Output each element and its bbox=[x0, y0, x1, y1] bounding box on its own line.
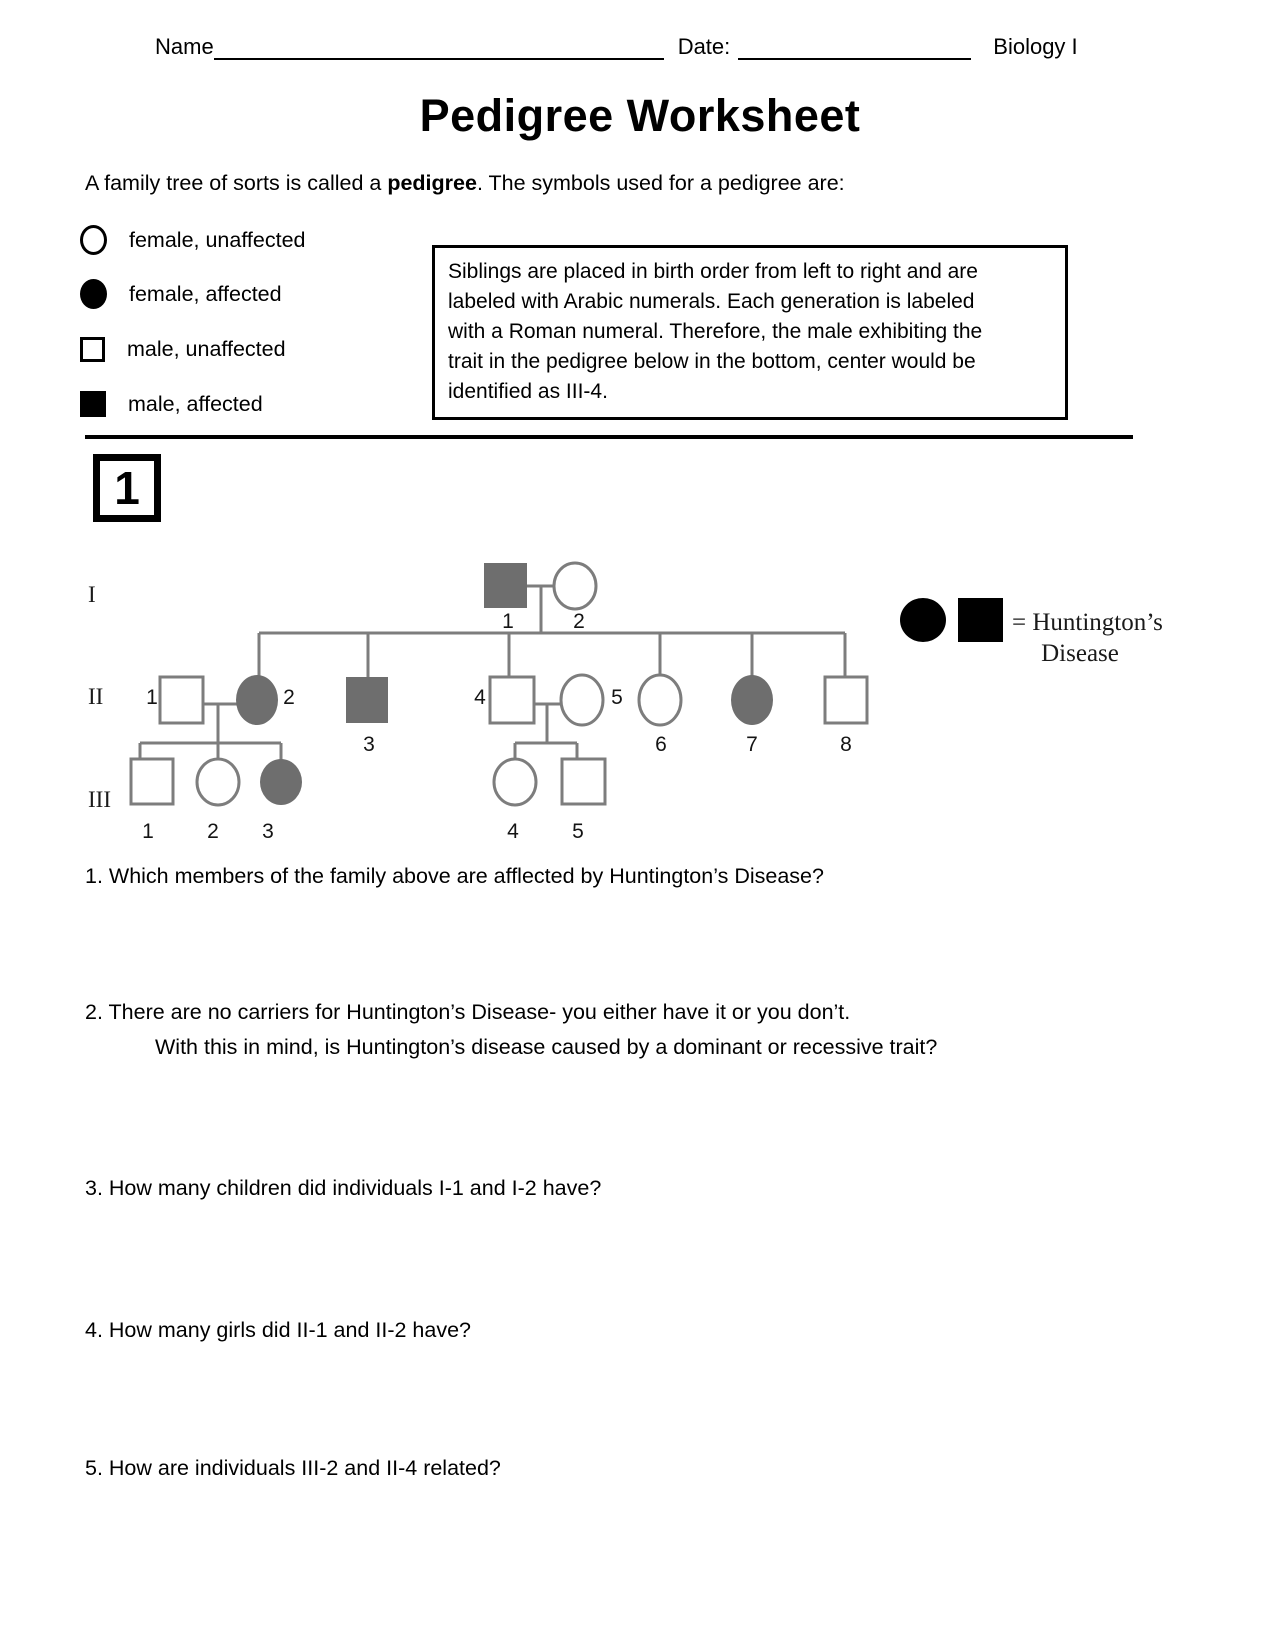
intro-pre: A family tree of sorts is called a bbox=[85, 171, 388, 195]
label-I-2: 2 bbox=[573, 610, 585, 633]
question-2-line2: With this in mind, is Huntington’s disease caused by a dominant or recessive trait? bbox=[155, 1035, 938, 1059]
figure-number-box bbox=[93, 454, 161, 522]
label-II-3: 3 bbox=[363, 733, 375, 756]
label-II-1: 1 bbox=[146, 686, 158, 709]
pedigree-lines bbox=[140, 586, 845, 760]
label-II-2: 2 bbox=[283, 686, 295, 709]
male-affected-icon bbox=[80, 391, 106, 417]
key-item-female-affected bbox=[80, 278, 282, 310]
section-divider bbox=[85, 435, 1133, 439]
pedigree-III-2-symbol bbox=[197, 759, 239, 805]
pedigree-I-1-symbol bbox=[484, 563, 527, 608]
label-III-3: 3 bbox=[262, 820, 274, 843]
info-box-line: trait in the pedigree below in the bottom, center would be bbox=[448, 350, 976, 373]
pedigree-II-4-symbol bbox=[490, 677, 534, 723]
pedigree-II-3-symbol bbox=[346, 677, 388, 723]
intro-post: . The symbols used for a pedigree are: bbox=[476, 171, 845, 195]
pedigree-I-2-symbol bbox=[554, 563, 596, 609]
disease-legend-square-icon bbox=[958, 598, 1003, 642]
figure-number: 1 bbox=[114, 462, 140, 514]
course-label: Biology I bbox=[993, 34, 1078, 59]
info-box-line: Siblings are placed in birth order from left to right and are bbox=[448, 260, 978, 283]
pedigree-II-5-symbol bbox=[561, 675, 603, 725]
label-II-4: 4 bbox=[474, 686, 486, 709]
disease-legend-text-line2: Disease bbox=[1041, 640, 1119, 667]
female-affected-icon bbox=[80, 279, 107, 309]
pedigree-II-2-symbol bbox=[236, 675, 278, 725]
disease-legend-circle-icon bbox=[900, 598, 946, 642]
pedigree-chart bbox=[80, 520, 1180, 850]
label-III-2: 2 bbox=[207, 820, 219, 843]
intro-bold-word: pedigree bbox=[387, 171, 477, 195]
name-label: Name bbox=[155, 34, 214, 59]
question-1: 1. Which members of the family above are afflected by Huntington’s Disease? bbox=[85, 864, 824, 888]
pedigree-III-4-symbol bbox=[494, 759, 536, 805]
page-title: Pedigree Worksheet bbox=[419, 90, 861, 141]
header bbox=[155, 34, 1078, 60]
date-label: Date: bbox=[677, 34, 731, 59]
key-item-male-affected bbox=[80, 388, 263, 420]
pedigree-II-6-symbol bbox=[639, 675, 681, 725]
generation-label-II: II bbox=[88, 684, 104, 709]
pedigree-II-1-symbol bbox=[160, 677, 203, 723]
label-II-6: 6 bbox=[655, 733, 667, 756]
key-label: male, unaffected bbox=[127, 336, 286, 361]
generation-label-III: III bbox=[88, 787, 111, 812]
label-II-8: 8 bbox=[840, 733, 852, 756]
key-label: male, affected bbox=[128, 391, 263, 416]
label-III-4: 4 bbox=[507, 820, 519, 843]
label-III-1: 1 bbox=[142, 820, 154, 843]
date-blank-line bbox=[738, 34, 971, 60]
label-II-5: 5 bbox=[611, 686, 623, 709]
pedigree-III-1-symbol bbox=[131, 759, 173, 804]
question-5: 5. How are individuals III-2 and II-4 related? bbox=[85, 1456, 501, 1480]
pedigree-III-3-symbol bbox=[260, 759, 302, 805]
info-box-line: identified as III-4. bbox=[448, 380, 608, 403]
intro-sentence bbox=[85, 171, 845, 196]
label-II-7: 7 bbox=[746, 733, 758, 756]
label-I-1: 1 bbox=[502, 610, 514, 633]
info-box bbox=[432, 245, 1068, 420]
label-III-5: 5 bbox=[572, 820, 584, 843]
disease-legend-text-line1: = Huntington’s bbox=[1012, 609, 1163, 636]
key-item-female-unaffected bbox=[80, 224, 306, 256]
question-4: 4. How many girls did II-1 and II-2 have? bbox=[85, 1318, 471, 1342]
generation-label-I: I bbox=[88, 582, 96, 607]
male-unaffected-icon bbox=[80, 337, 105, 362]
question-2-line1: 2. There are no carriers for Huntington’s Disease- you either have it or you don’t. bbox=[85, 1000, 851, 1024]
pedigree-III-5-symbol bbox=[562, 759, 605, 804]
key-item-male-unaffected bbox=[80, 333, 286, 365]
key-label: female, affected bbox=[129, 281, 282, 306]
female-unaffected-icon bbox=[80, 225, 107, 255]
key-label: female, unaffected bbox=[129, 227, 306, 252]
name-blank-line bbox=[214, 34, 664, 60]
info-box-line: labeled with Arabic numerals. Each generation is labeled bbox=[448, 290, 975, 313]
pedigree-II-8-symbol bbox=[825, 677, 867, 723]
pedigree-II-7-symbol bbox=[731, 675, 773, 725]
question-3: 3. How many children did individuals I-1 and I-2 have? bbox=[85, 1176, 602, 1200]
info-box-line: with a Roman numeral. Therefore, the male exhibiting the bbox=[448, 320, 983, 343]
